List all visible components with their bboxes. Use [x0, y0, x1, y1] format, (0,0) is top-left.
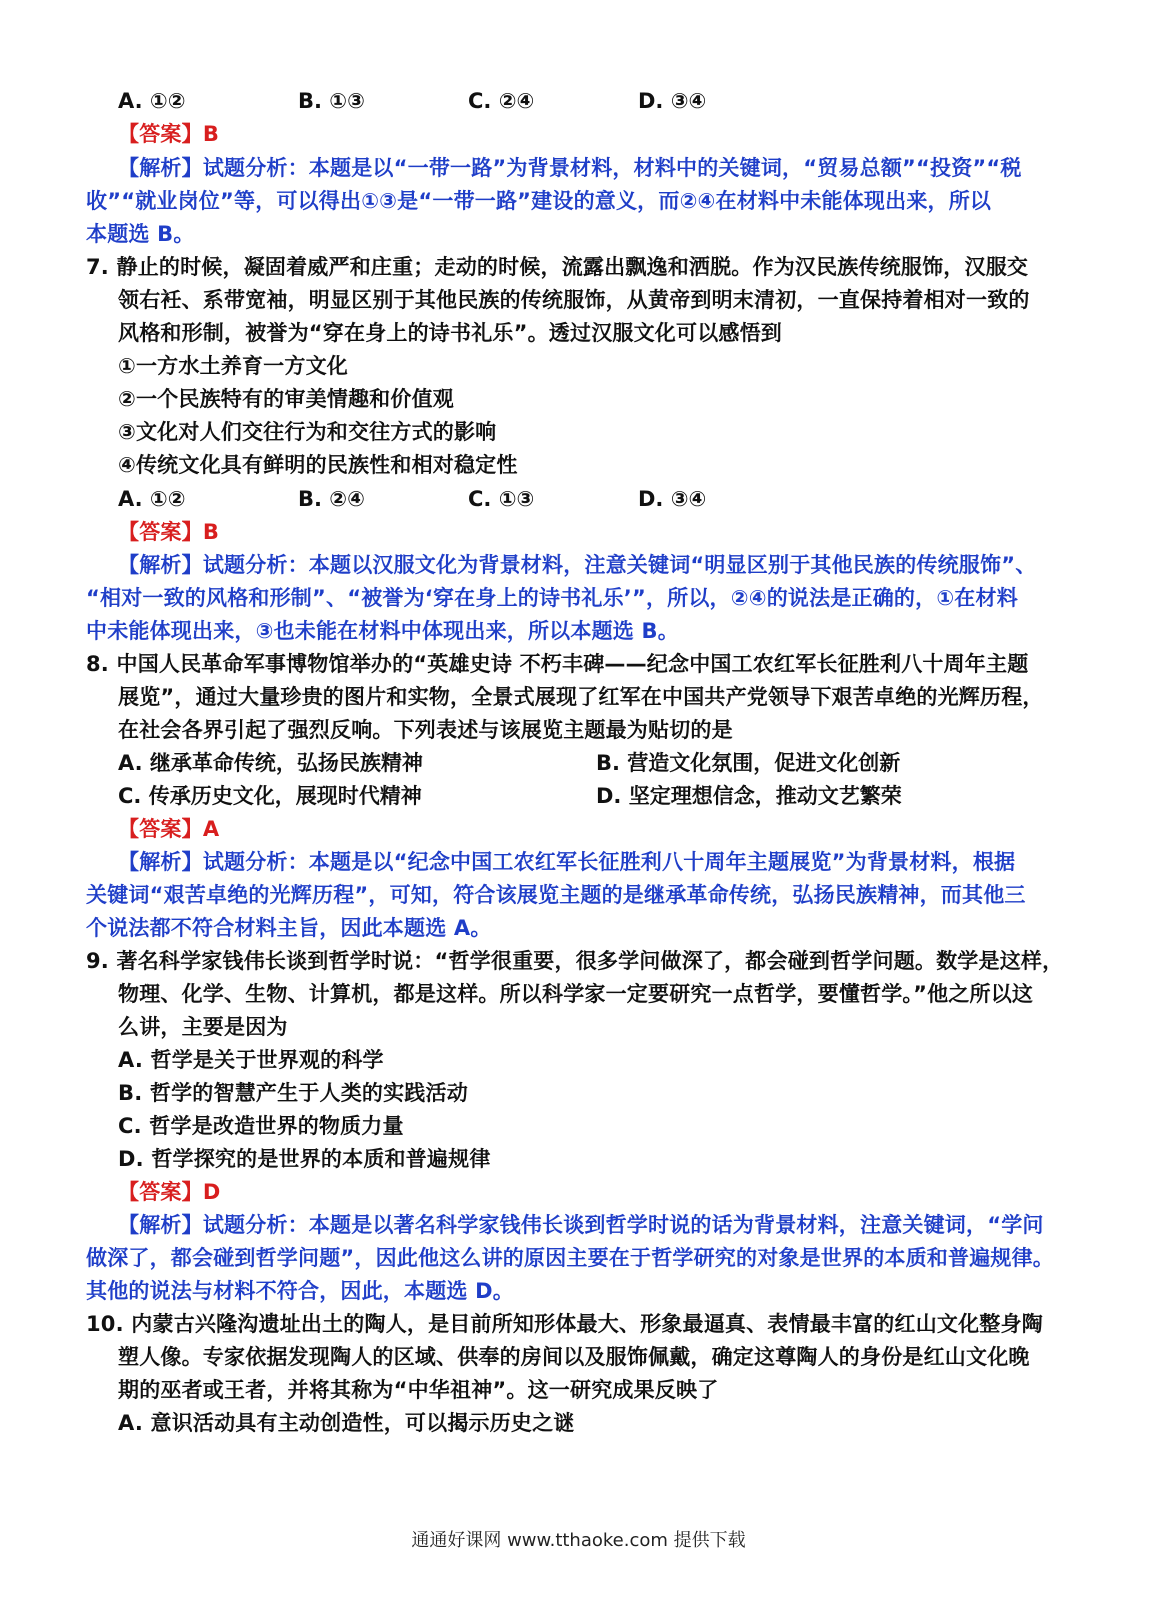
- answer-value: B: [202, 122, 220, 146]
- q6-analysis-line: 本题选 B。: [86, 222, 195, 246]
- q7-item: ②一个民族特有的审美情趣和价值观: [118, 387, 454, 411]
- q8-option-b: B. 营造文化氛围，促进文化创新: [596, 751, 901, 775]
- q8-analysis-line: 个说法都不符合材料主旨，因此本题选 A。: [86, 916, 492, 940]
- q7-analysis-line: [118, 550, 1036, 580]
- q7-option-d: D. ③④: [638, 487, 707, 511]
- q8-answer: [118, 814, 219, 844]
- q9-option-d: D. 哲学探究的是世界的本质和普遍规律: [118, 1147, 491, 1171]
- q9-stem-line: 么讲，主要是因为: [118, 1015, 288, 1039]
- q6-option-c: C. ②④: [468, 89, 535, 113]
- answer-value: A: [202, 817, 220, 841]
- q8-option-c: C. 传承历史文化，展现时代精神: [118, 784, 422, 808]
- answer-value: D: [202, 1180, 221, 1204]
- q8-stem-line: 展览”，通过大量珍贵的图片和实物，全景式展现了红军在中国共产党领导下艰苦卓绝的光辉历程，: [118, 685, 1044, 709]
- q8-analysis-line: [118, 847, 1015, 877]
- q7-item: ④传统文化具有鲜明的民族性和相对稳定性: [118, 453, 518, 477]
- analysis-label: 【解析】: [118, 850, 203, 874]
- q6-option-b: B. ①③: [298, 89, 365, 113]
- answer-value: B: [202, 520, 220, 544]
- page-footer: 通通好课网 www.tthaoke.com 提供下载: [411, 1530, 746, 1551]
- q7-option-a: A. ①②: [118, 487, 186, 511]
- q9-answer: [118, 1177, 220, 1207]
- analysis-label: 【解析】: [118, 1213, 203, 1237]
- q9-option-b: B. 哲学的智慧产生于人类的实践活动: [118, 1081, 468, 1105]
- answer-label: 【答案】: [118, 122, 203, 146]
- q9-option-a: A. 哲学是关于世界观的科学: [118, 1048, 384, 1072]
- answer-label: 【答案】: [118, 520, 203, 544]
- q6-answer: [118, 119, 219, 149]
- q9-analysis-line: 其他的说法与材料不符合，因此，本题选 D。: [86, 1279, 514, 1303]
- analysis-text: 试题分析：本题以汉服文化为背景材料，注意关键词“明显区别于其他民族的传统服饰”、: [202, 553, 1037, 577]
- q7-stem-line: 风格和形制，被誉为“穿在身上的诗书礼乐”。透过汉服文化可以感悟到: [118, 321, 783, 345]
- q7-stem-line: 领右衽、系带宽袖，明显区别于其他民族的传统服饰，从黄帝到明末清初，一直保持着相对一致的: [118, 288, 1030, 312]
- q8-analysis-line: 关键词“艰苦卓绝的光辉历程”，可知，符合该展览主题的是继承革命传统，弘扬民族精神，而其他三: [86, 883, 1026, 907]
- analysis-label: 【解析】: [118, 553, 203, 577]
- q10-stem-line: 期的巫者或王者，并将其称为“中华祖神”。这一研究成果反映了: [118, 1378, 719, 1402]
- q8-option-a: A. 继承革命传统，弘扬民族精神: [118, 751, 423, 775]
- analysis-text: 试题分析：本题是以“一带一路”为背景材料，材料中的关键词，“贸易总额”“投资”“税: [202, 156, 1022, 180]
- q9-stem-line: 9. 著名科学家钱伟长谈到哲学时说：“哲学很重要，很多学问做深了，都会碰到哲学问题。数学是这样，: [86, 949, 1064, 973]
- q7-answer: [118, 517, 219, 547]
- q8-stem-line: 8. 中国人民革命军事博物馆举办的“英雄史诗 不朽丰碑——纪念中国工农红军长征胜利八十周年主题: [86, 652, 1029, 676]
- q7-item: ③文化对人们交往行为和交往方式的影响: [118, 420, 497, 444]
- q10-stem-line: 10. 内蒙古兴隆沟遗址出土的陶人，是目前所知形体最大、形象最逼真、表情最丰富的红山文化整身陶: [86, 1312, 1043, 1336]
- q10-option-a: A. 意识活动具有主动创造性，可以揭示历史之谜: [118, 1411, 575, 1435]
- analysis-text: 试题分析：本题是以著名科学家钱伟长谈到哲学时说的话为背景材料，注意关键词，“学问: [202, 1213, 1044, 1237]
- q8-stem-line: 在社会各界引起了强烈反响。下列表述与该展览主题最为贴切的是: [118, 718, 733, 742]
- q9-option-c: C. 哲学是改造世界的物质力量: [118, 1114, 404, 1138]
- q7-item: ①一方水土养育一方文化: [118, 354, 348, 378]
- q7-analysis-line: 中未能体现出来，③也未能在材料中体现出来，所以本题选 B。: [86, 619, 679, 643]
- q7-stem-line: 7. 静止的时候，凝固着威严和庄重；走动的时候，流露出飘逸和洒脱。作为汉民族传统服饰，汉服交: [86, 255, 1029, 279]
- q7-option-b: B. ②④: [298, 487, 365, 511]
- q6-option-d: D. ③④: [638, 89, 707, 113]
- q6-analysis-line: [118, 153, 1022, 183]
- q7-analysis-line: “相对一致的风格和形制”、“被誉为‘穿在身上的诗书礼乐’”，所以，②④的说法是正确的，①在材料: [86, 586, 1018, 610]
- q10-stem-line: 塑人像。专家依据发现陶人的区域、供奉的房间以及服饰佩戴，确定这尊陶人的身份是红山文化晚: [118, 1345, 1030, 1369]
- q6-option-a: A. ①②: [118, 89, 186, 113]
- q9-analysis-line: [118, 1210, 1044, 1240]
- analysis-text: 试题分析：本题是以“纪念中国工农红军长征胜利八十周年主题展览”为背景材料，根据: [202, 850, 1016, 874]
- q6-analysis-line: 收”“就业岗位”等，可以得出①③是“一带一路”建设的意义，而②④在材料中未能体现出来，所以: [86, 189, 992, 213]
- q7-option-c: C. ①③: [468, 487, 535, 511]
- analysis-label: 【解析】: [118, 156, 203, 180]
- q9-stem-line: 物理、化学、生物、计算机，都是这样。所以科学家一定要研究一点哲学，要懂哲学。”他之所以这: [118, 982, 1034, 1006]
- q9-analysis-line: 做深了，都会碰到哲学问题”，因此他这么讲的原因主要在于哲学研究的对象是世界的本质和普遍规律。: [86, 1246, 1054, 1270]
- q8-option-d: D. 坚定理想信念，推动文艺繁荣: [596, 784, 902, 808]
- answer-label: 【答案】: [118, 1180, 203, 1204]
- answer-label: 【答案】: [118, 817, 203, 841]
